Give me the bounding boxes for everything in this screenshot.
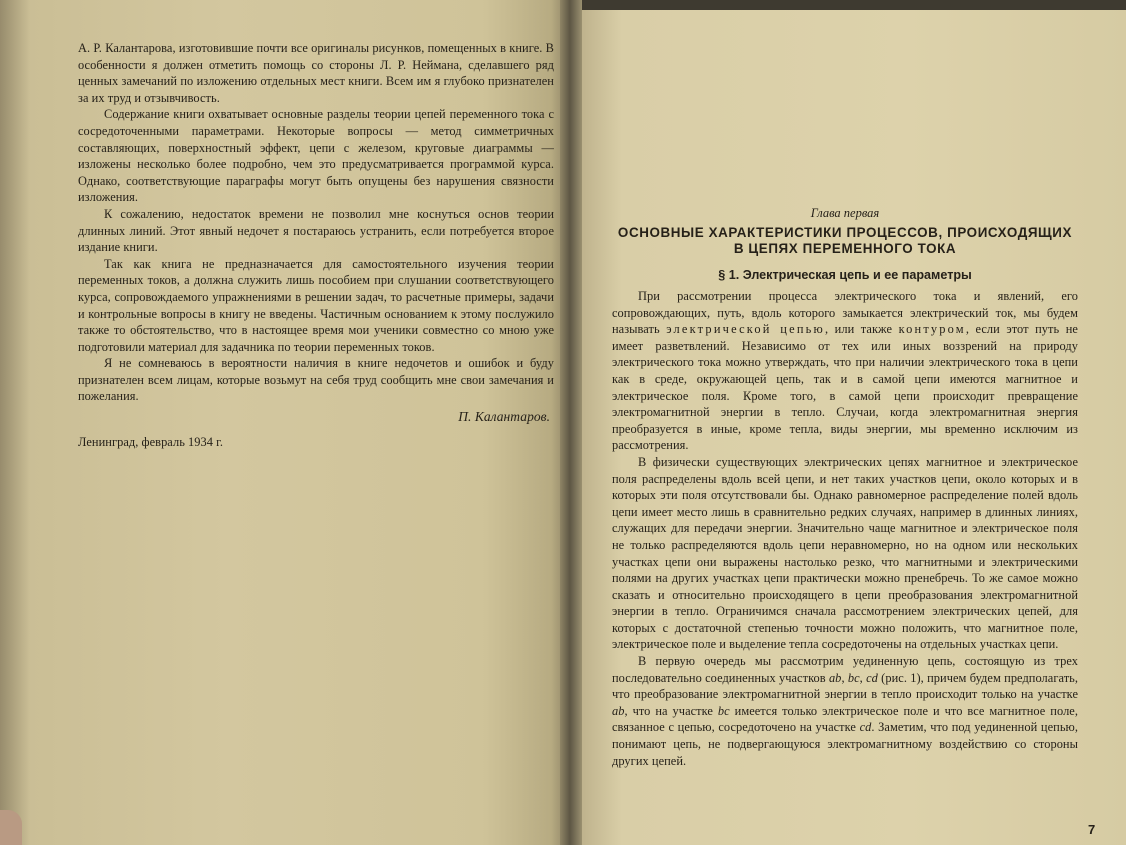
p3-text-f: имеется только электрическое поле и что все магнитное поле, связанное с цепью, сосредоточено на участке [612,703,1078,735]
p3-text-g: . Заметим, что под уединенной цепью, понимают цепь, не подвергающуюся электромагнитному воздействию со стороны других цепей. [612,720,1078,768]
left-page-shadow [0,0,30,845]
segment-bc: bc [847,670,860,685]
segment-cd-2: cd [859,720,872,735]
segment-ab-2: ab [612,703,625,718]
dateline: Ленинград, февраль 1934 г. [78,434,224,449]
segment-cd: cd [866,670,878,685]
chapter-title-line-1: ОСНОВНЫЕ ХАРАКТЕРИСТИКИ ПРОЦЕССОВ, ПРОИСХОДЯЩИХ [617,225,1073,240]
page-number: 7 [1088,822,1096,837]
segment-ab: ab [828,670,842,685]
book-gutter [560,0,582,845]
p3-text-d: (рис. 1), причем будем предполагать, что преобразование электромагнитной энергии в тепло происходит только на участке [612,670,1079,702]
author-signature: П. Калантаров. [458,409,550,425]
p3-text-c: , [859,670,867,685]
thumb [0,810,22,845]
left-paragraph-4: Так как книга не предназначается для самостоятельного изучения теории переменных токов, а должна служить лишь пособием при слушании соответствующего курса, сопровождаемого упражнениями в решении задач, то расчетные примеры, задачи и контрольные вопросы в книгу не введены. Частичным основанием к этому послужило также то обстоятельство, что в настоящее время мои ученики совместно со мною уже подготовили материал для задачника по теории переменных токов. [78,256,554,354]
right-paragraph-2: В физически существующих электрических цепях магнитное и электрическое поля распределены вдоль всей цепи, и нет таких участков цепи, около которых и в которых эти поля отсутствовали бы. Однако равномерное распределение полей вдоль цепи имеет место лишь в сравнительно редких случаях, например в длинных линиях, служащих для передачи энергии. Значительно чаще магнитное и электрическое поля не только распределяются вдоль цепи неравномерно, но на одном или нескольких участках цепи они выражены настолько резко, что магнитными и электрическими полями на других участках цепи практически можно пренебречь. То же самое можно сказать и относительно происходящего в цепи преобразования электромагнитной энергии в тепло. Ограничимся сначала рассмотрением электрических цепей, для которых с достаточной степенью точности можно положить, что магнитное поле, электрическое поле и выделение тепла сосредоточены на отдельных участках цепи. [612,454,1078,652]
chapter-title [604,225,1086,257]
chapter-label: Глава первая [810,206,880,220]
term-electric-circuit: электрической цепью [666,322,825,337]
left-page-text [78,40,554,450]
p3-text-b: , [841,670,848,685]
p1-text-a: При рассмотрении процесса электрического тока и явлений, его сопровождающих, путь, вдоль которого замыкается электрический ток, мы будем называть [612,289,1078,337]
left-paragraph-3: К сожалению, недостаток времени не позволил мне коснуться основ теории длинных линий. Этот явный недочет я постараюсь устранить, если потребуется второе издание книги. [78,206,554,255]
segment-bc-2: bc [717,703,730,718]
right-paragraph-1 [612,288,1078,454]
p1-text-b: , или также [824,322,899,337]
right-page-text [612,288,1078,769]
left-paragraph-2: Содержание книги охватывает основные разделы теории цепей переменного тока с сосредоточенными параметрами. Некоторые вопросы — метод симметричных составляющих, поверхностный эффект, цепи с железом, круговые диаграммы — изложены несколько более подробно, чем это предусматривается программой курса. Однако, соответствующие параграфы могут быть опущены без нарушения связности изложения. [78,107,554,205]
p3-text-e: , что на участке [624,703,718,718]
term-contour: контуром [898,322,966,337]
chapter-title-line-2: В ЦЕПЯХ ПЕРЕМЕННОГО ТОКА [733,241,957,256]
section-title: § 1. Электрическая цепь и ее параметры [718,268,972,282]
p3-text-a: В первую очередь мы рассмотрим уединенную цепь, состоящую из трех последовательно соединенных участков [612,654,1078,685]
left-paragraph-5: Я не сомневаюсь в вероятности наличия в книге недочетов и ошибок и буду признателен всем лицам, которые возьмут на себя труд сообщить мне свои замечания и пожелания. [78,356,554,404]
left-paragraph-1: А. Р. Калантарова, изготовившие почти все оригиналы рисунков, помещенных в книге. В особенности я должен отметить помощь со стороны Л. Р. Неймана, сделавшего ряд ценных замечаний по изложению отдельных мест книги. Всем им я глубоко признателен за их труд и отзывчивость. [78,41,554,105]
p1-text-c: , если этот путь не имеет разветвлений. Независимо от тех или иных воззрений на природу электрического тока можно утверждать, что при наличии электрического тока в цепи как в среде, окружающей цепь, так и в самой цепи имеются магнитное и электрическое поля. Кроме того, в самой цепи происходит превращение электромагнитной энергии в тепло. Случаи, когда электромагнитная энергия преобразуется в иные, кроме тепла, виды энергии, мы временно исключим из рассмотрения. [612,322,1078,453]
right-paragraph-3 [612,653,1078,769]
